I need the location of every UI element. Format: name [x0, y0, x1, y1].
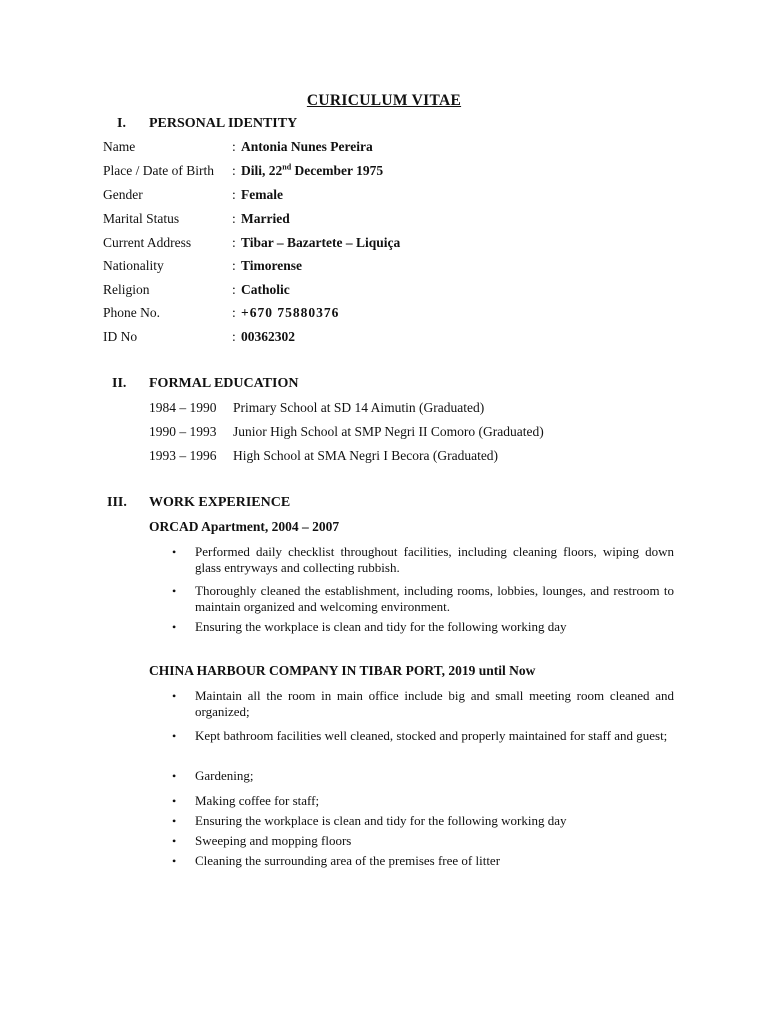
duty-item: Gardening; — [195, 768, 254, 783]
education-description: High School at SMA Negri I Becora (Graduated) — [233, 448, 499, 463]
document-title: CURICULUM VITAE — [306, 92, 462, 109]
section-title-personal: PERSONAL IDENTITY — [149, 116, 298, 131]
identity-value-phone: +670 75880376 — [241, 305, 340, 320]
bullet-icon: • — [172, 854, 177, 868]
identity-colon: : — [232, 258, 236, 273]
bullet-icon: • — [172, 545, 177, 559]
identity-label-marital: Marital Status — [103, 211, 180, 226]
identity-label-birth: Place / Date of Birth — [103, 163, 214, 178]
duty-item: Maintain all the room in main office include big and small meeting room cleaned and organized; — [195, 688, 674, 719]
identity-label-gender: Gender — [103, 187, 143, 202]
bullet-icon: • — [172, 769, 177, 783]
bullet-icon: • — [172, 814, 177, 828]
education-years: 1993 – 1996 — [149, 448, 217, 463]
identity-label-nationality: Nationality — [103, 258, 164, 273]
duty-item: Cleaning the surrounding area of the premises free of litter — [195, 853, 501, 868]
identity-colon: : — [232, 235, 236, 250]
duty-item: Thoroughly cleaned the establishment, including rooms, lobbies, lounges, and restroom to maintain organized and welcoming environment. — [195, 583, 674, 614]
education-years: 1984 – 1990 — [149, 400, 217, 415]
birth-day-suffix: nd — [282, 162, 292, 172]
section-title-work: WORK EXPERIENCE — [149, 495, 291, 510]
duty-item: Kept bathroom facilities well cleaned, stocked and properly maintained for staff and guest; — [195, 728, 668, 743]
duty-item: Sweeping and mopping floors — [195, 833, 352, 848]
bullet-icon: • — [172, 729, 177, 743]
identity-colon: : — [232, 305, 236, 320]
identity-colon: : — [232, 329, 236, 344]
work-company-title: ORCAD Apartment, 2004 – 2007 — [149, 519, 340, 534]
identity-value-marital: Married — [241, 211, 290, 226]
education-years: 1990 – 1993 — [149, 424, 217, 439]
identity-value-gender: Female — [241, 187, 283, 202]
birth-day: Dili, 22 — [241, 163, 283, 178]
identity-colon: : — [232, 211, 236, 226]
birth-month-year: December 1975 — [291, 163, 384, 178]
identity-value-id: 00362302 — [241, 329, 295, 344]
work-company-title: CHINA HARBOUR COMPANY IN TIBAR PORT, 2019 until Now — [149, 663, 536, 678]
identity-value-name: Antonia Nunes Pereira — [241, 139, 373, 154]
identity-colon: : — [232, 163, 236, 178]
bullet-icon: • — [172, 794, 177, 808]
bullet-icon: • — [172, 834, 177, 848]
identity-value-nationality: Timorense — [241, 258, 303, 273]
duty-item: Making coffee for staff; — [195, 793, 320, 808]
identity-colon: : — [232, 187, 236, 202]
education-description: Junior High School at SMP Negri II Comoro (Graduated) — [233, 424, 544, 439]
identity-value-religion: Catholic — [241, 282, 290, 297]
identity-label-religion: Religion — [103, 282, 150, 297]
identity-colon: : — [232, 282, 236, 297]
section-title-education: FORMAL EDUCATION — [149, 376, 299, 391]
identity-label-name: Name — [103, 139, 136, 154]
bullet-icon: • — [172, 620, 177, 634]
identity-label-id: ID No — [103, 329, 138, 344]
bullet-icon: • — [172, 689, 177, 703]
identity-label-phone: Phone No. — [103, 305, 160, 320]
section-number-work: III. — [107, 495, 127, 510]
identity-label-address: Current Address — [103, 235, 192, 250]
identity-value-address: Tibar – Bazartete – Liquiça — [241, 235, 401, 250]
section-number-personal: I. — [117, 116, 126, 131]
duty-item: Ensuring the workplace is clean and tidy for the following working day — [195, 813, 567, 828]
duty-item: Performed daily checklist throughout facilities, including cleaning floors, wiping down glass entryways and collecting rubbish. — [195, 544, 674, 575]
bullet-icon: • — [172, 584, 177, 598]
identity-value-birth — [241, 163, 383, 179]
identity-colon: : — [232, 139, 236, 154]
education-description: Primary School at SD 14 Aimutin (Graduated) — [233, 400, 485, 415]
section-number-education: II. — [112, 376, 127, 391]
duty-item: Ensuring the workplace is clean and tidy for the following working day — [195, 619, 567, 634]
